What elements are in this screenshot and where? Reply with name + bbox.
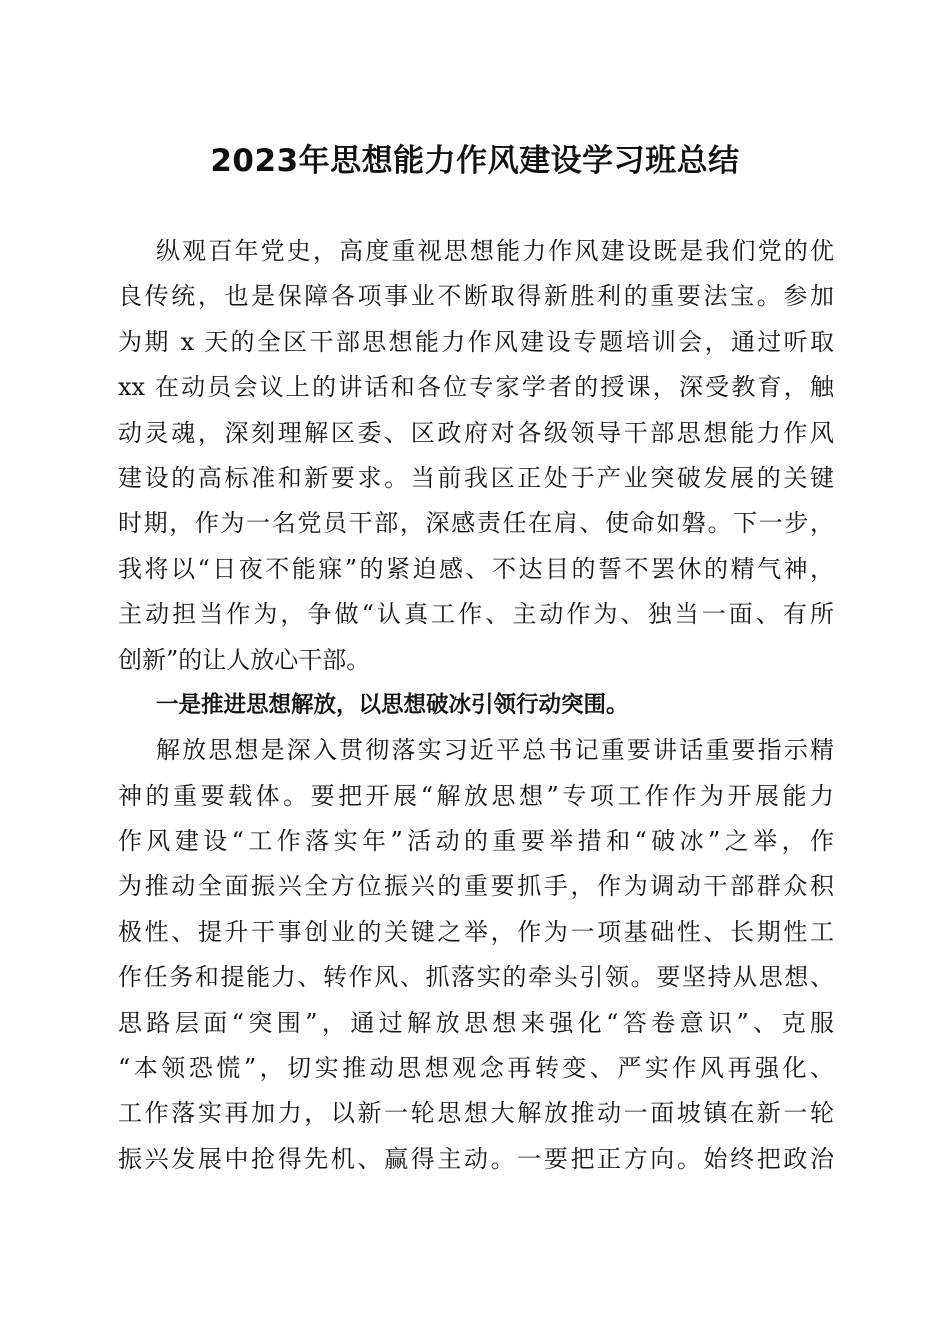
paragraph-line: 解放思想是深入贯彻落实习近平总书记重要讲话重要指示精 bbox=[156, 736, 834, 765]
paragraph-line: 良传统，也是保障各项事业不断取得新胜利的重要法宝。参加 bbox=[118, 282, 834, 311]
paragraph-line: 极性、提升干事创业的关键之举，作为一项基础性、长期性工 bbox=[118, 917, 834, 946]
document-body bbox=[118, 229, 834, 1182]
paragraph-line: 我将以“日夜不能寐”的紧迫感、不达目的誓不罢休的精气神， bbox=[118, 554, 834, 583]
paragraph-line: 作风建设“工作落实年”活动的重要举措和“破冰”之举，作 bbox=[118, 827, 834, 856]
paragraph-line: 神的重要载体。要把开展“解放思想”专项工作作为开展能力 bbox=[118, 781, 834, 810]
paragraph-line: 动灵魂，深刻理解区委、区政府对各级领导干部思想能力作风 bbox=[118, 418, 834, 447]
paragraph-line: 思路层面“突围”，通过解放思想来强化“答卷意识”、克服 bbox=[118, 1008, 834, 1037]
paragraph-line: 作任务和提能力、转作风、抓落实的牵头引领。要坚持从思想、 bbox=[118, 963, 834, 992]
paragraph-line: 主动担当作为，争做“认真工作、主动作为、独当一面、有所 bbox=[118, 600, 834, 629]
document-title: 2023年思想能力作风建设学习班总结 bbox=[210, 143, 740, 179]
paragraph-line: “本领恐慌”，切实推动思想观念再转变、严实作风再强化、 bbox=[118, 1054, 834, 1083]
paragraph-line: 振兴发展中抢得先机、赢得主动。一要把正方向。始终把政治 bbox=[118, 1144, 834, 1173]
paragraph-line: 工作落实再加力，以新一轮思想大解放推动一面坡镇在新一轮 bbox=[118, 1099, 834, 1128]
paragraph-line: 建设的高标准和新要求。当前我区正处于产业突破发展的关键 bbox=[118, 463, 834, 492]
paragraph-line: 创新”的让人放心干部。 bbox=[118, 645, 371, 674]
paragraph-line: 为期 x 天的全区干部思想能力作风建设专题培训会，通过听取 bbox=[118, 327, 834, 356]
paragraph-line: 纵观百年党史，高度重视思想能力作风建设既是我们党的优 bbox=[156, 237, 834, 265]
paragraph-line: xx 在动员会议上的讲话和各位专家学者的授课，深受教育，触 bbox=[118, 373, 834, 402]
paragraph-line: 为推动全面振兴全方位振兴的重要抓手，作为调动干部群众积 bbox=[118, 872, 834, 901]
section-heading: 一是推进思想解放，以思想破冰引领行动突围。 bbox=[156, 691, 629, 718]
paragraph-line: 时期，作为一名党员干部，深感责任在肩、使命如磐。下一步， bbox=[118, 509, 834, 538]
